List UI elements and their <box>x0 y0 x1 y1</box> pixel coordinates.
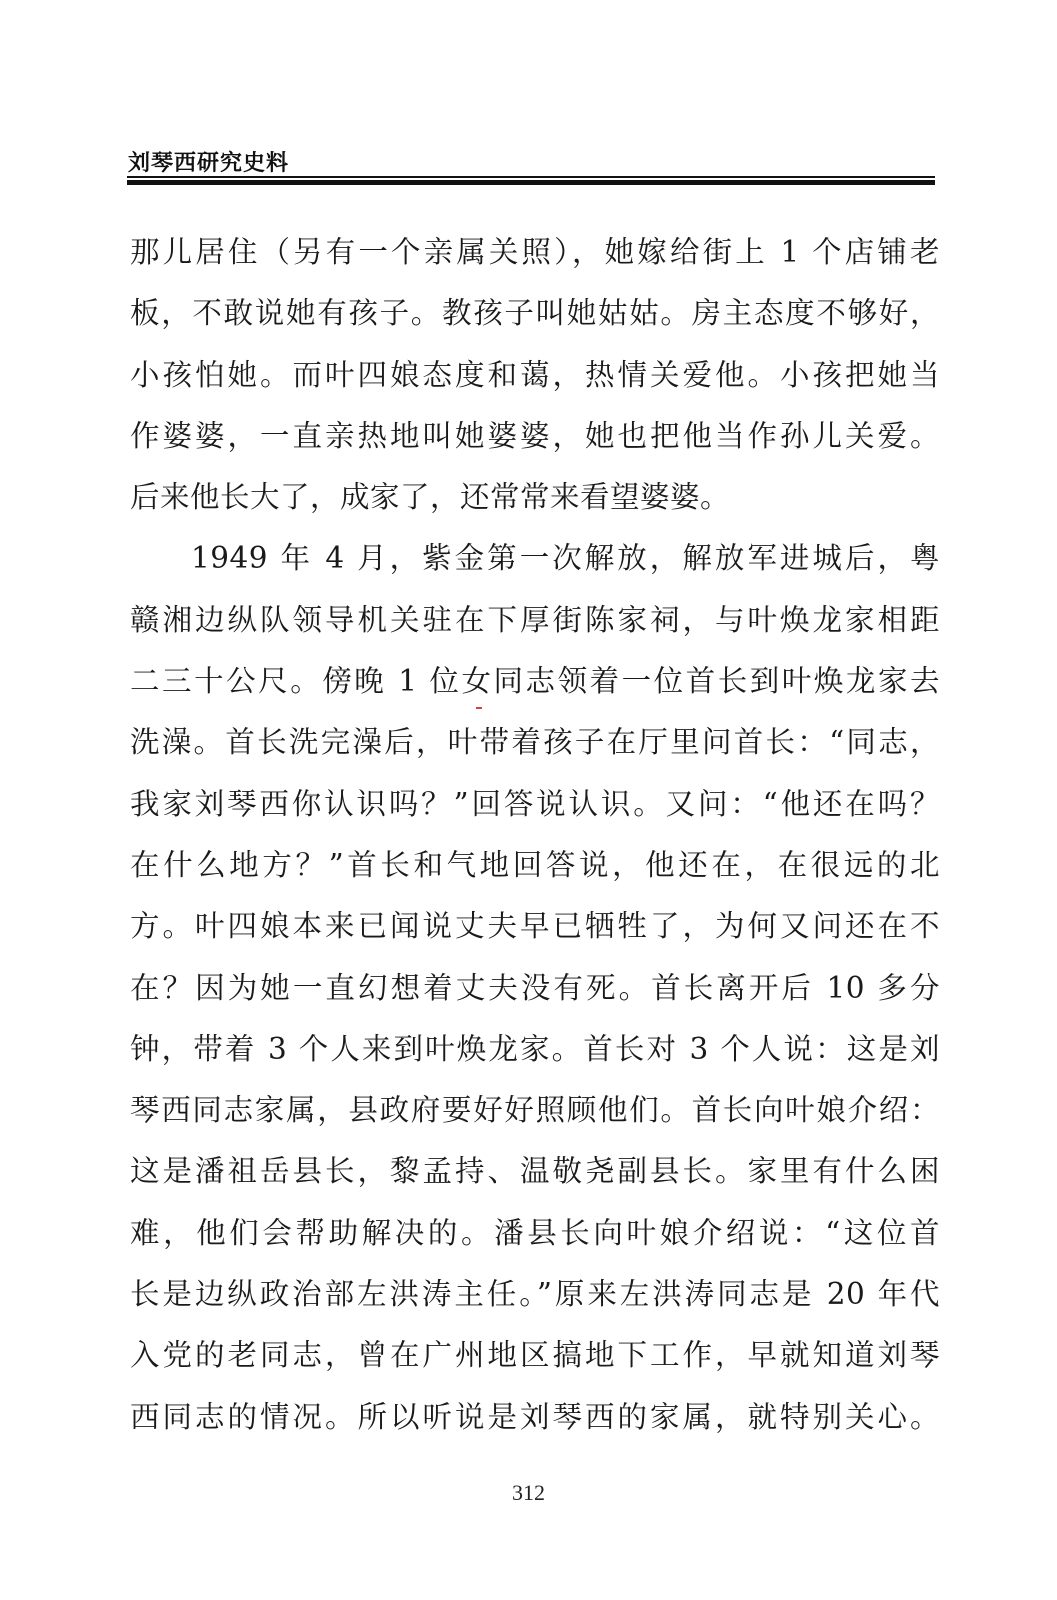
page-number: 312 <box>512 1480 545 1505</box>
header-rule-thick <box>127 180 935 185</box>
text-line: 这是潘祖岳县长，黎孟持、温敬尧副县长。家里有什么困 <box>130 1154 940 1189</box>
text-line: 西同志的情况。所以听说是刘琴西的家属，就特别关心。 <box>130 1399 940 1434</box>
scan-red-mark <box>476 707 482 709</box>
text-line: 琴西同志家属，县政府要好好照顾他们。首长向叶娘介绍： <box>130 1093 940 1128</box>
text-line: 赣湘边纵队领导机关驻在下厚街陈家祠，与叶焕龙家相距 <box>130 602 940 637</box>
text-line: 在什么地方？”首长和气地回答说，他还在，在很远的北 <box>130 847 940 882</box>
text-body <box>130 222 940 1448</box>
header-rule-thin <box>127 176 935 178</box>
text-line: 我家刘琴西你认识吗？”回答说认识。又问：“他还在吗？ <box>130 786 940 821</box>
text-line: 那儿居住（另有一个亲属关照），她嫁给街上 1 个店铺老 <box>130 235 940 269</box>
text-line: 难，他们会帮助解决的。潘县长向叶娘介绍说：“这位首 <box>130 1215 940 1250</box>
text-line: 1949 年 4 月，紫金第一次解放，解放军进城后，粤 <box>191 541 940 576</box>
text-line: 在？因为她一直幻想着丈夫没有死。首长离开后 10 多分 <box>130 970 940 1005</box>
running-head: 刘琴西研究史料 <box>128 151 290 176</box>
text-line: 入党的老同志，曾在广州地区搞地下工作，早就知道刘琴 <box>130 1338 940 1373</box>
text-line: 钟，带着 3 个人来到叶焕龙家。首长对 3 个人说：这是刘 <box>130 1031 940 1066</box>
text-line: 小孩怕她。而叶四娘态度和蔼，热情关爱他。小孩把她当 <box>130 357 940 392</box>
text-line: 长是边纵政治部左洪涛主任。”原来左洪涛同志是 20 年代 <box>130 1277 940 1312</box>
text-line: 洗澡。首长洗完澡后，叶带着孩子在厅里问首长：“同志， <box>130 725 940 760</box>
text-line: 方。叶四娘本来已闻说丈夫早已牺牲了，为何又问还在不 <box>130 909 940 944</box>
text-line: 板，不敢说她有孩子。教孩子叫她姑姑。房主态度不够好， <box>130 296 940 331</box>
text-line: 二三十公尺。傍晚 1 位女同志领着一位首长到叶焕龙家去 <box>130 664 940 699</box>
text-line: 作婆婆，一直亲热地叫她婆婆，她也把他当作孙儿关爱。 <box>130 418 940 453</box>
text-line: 后来他长大了，成家了，还常常来看望婆婆。 <box>130 480 731 515</box>
